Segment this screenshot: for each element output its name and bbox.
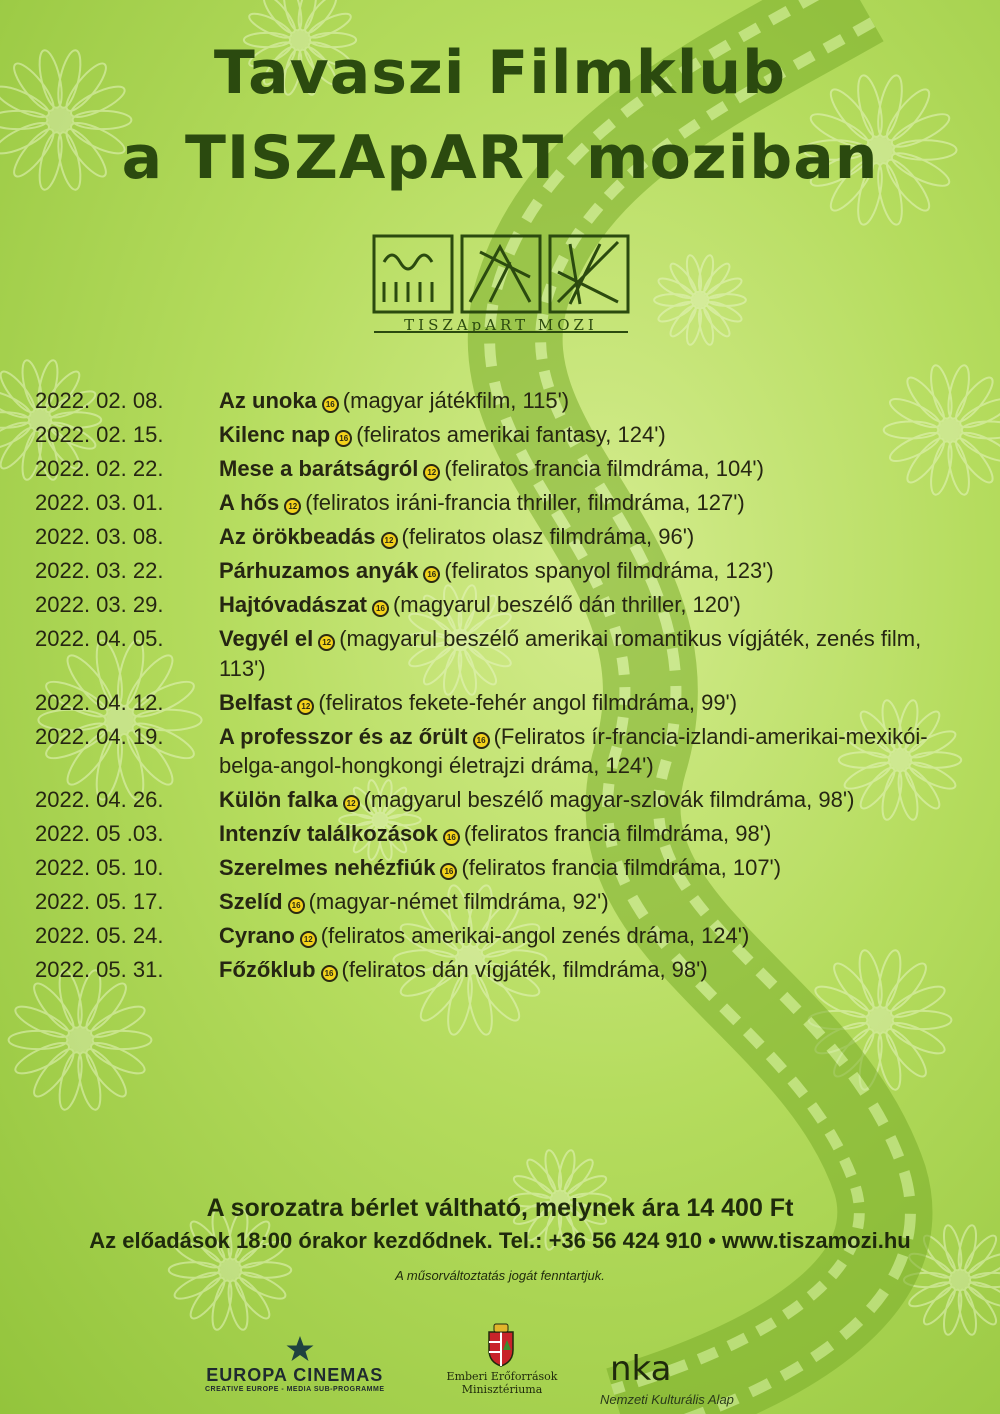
film-entry	[219, 522, 959, 552]
age-rating-badge: 16	[372, 600, 389, 617]
age-rating-badge: 16	[288, 897, 305, 914]
film-description: (magyarul beszélő amerikai romantikus vígjáték, zenés film, 113')	[219, 626, 922, 681]
program-row	[35, 624, 965, 683]
film-entry	[219, 590, 959, 620]
film-description: (feliratos francia filmdráma, 104')	[444, 456, 764, 481]
screening-date: 2022. 05. 10.	[35, 855, 164, 880]
poster-title-line1: Tavaszi Filmklub	[213, 38, 787, 108]
age-rating-badge: 12	[343, 795, 360, 812]
film-title: Szelíd	[219, 889, 283, 914]
film-entry	[219, 624, 959, 683]
age-rating-badge: 16	[473, 732, 490, 749]
age-rating-badge: 16	[322, 396, 339, 413]
screening-date: 2022. 02. 15.	[35, 422, 164, 447]
nka-logo-icon	[610, 1348, 680, 1388]
program-row	[35, 386, 965, 416]
season-ticket-note: A sorozatra bérlet váltható, melynek ára 14 400 Ft	[206, 1194, 794, 1222]
screening-date: 2022. 02. 22.	[35, 456, 164, 481]
film-entry	[219, 420, 959, 450]
film-entry	[219, 921, 959, 951]
film-title: Párhuzamos anyák	[219, 558, 419, 583]
poster-title-line2: a TISZApART moziban	[121, 123, 879, 193]
film-description: (feliratos fekete-fehér angol filmdráma, 99')	[318, 689, 738, 715]
film-description: (magyarul beszélő dán thriller, 120')	[392, 592, 741, 617]
film-title: Szerelmes nehézfiúk	[219, 855, 436, 880]
program-row	[35, 590, 965, 620]
film-title: A hős	[219, 490, 280, 515]
film-title: Kilenc nap	[219, 422, 331, 447]
nka-logo-text: nka	[610, 1349, 672, 1388]
program-row	[35, 722, 965, 781]
film-description: (feliratos spanyol filmdráma, 123')	[444, 558, 774, 583]
film-title: Az örökbeadás	[219, 524, 376, 549]
film-description: (feliratos olasz filmdráma, 96')	[401, 524, 695, 549]
film-description: (feliratos amerikai-angol zenés dráma, 124')	[320, 923, 750, 948]
screening-date: 2022. 05 .03.	[35, 821, 164, 846]
program-row	[35, 955, 965, 985]
film-entry	[219, 722, 959, 781]
program-list	[35, 386, 965, 989]
program-row	[35, 454, 965, 484]
program-row	[35, 688, 965, 718]
contact-info: Az előadások 18:00 órakor kezdődnek. Tel.: +36 56 424 910 • www.tiszamozi.hu	[89, 1228, 911, 1253]
screening-date: 2022. 03. 01.	[35, 490, 164, 515]
film-title: Cyrano	[219, 923, 295, 948]
age-rating-badge: 16	[321, 965, 338, 982]
film-entry	[219, 887, 959, 917]
screening-date: 2022. 04. 12.	[35, 689, 164, 715]
film-entry	[219, 819, 959, 849]
age-rating-badge: 12	[300, 931, 317, 948]
program-row	[35, 921, 965, 951]
film-entry	[219, 955, 959, 985]
age-rating-badge: 12	[297, 698, 314, 715]
program-row	[35, 819, 965, 849]
age-rating-badge: 16	[443, 829, 460, 846]
film-description: (feliratos francia filmdráma, 98')	[463, 821, 772, 846]
europa-cinemas-sub: CREATIVE EUROPE - MEDIA SUB-PROGRAMME	[205, 1386, 385, 1393]
screening-date: 2022. 05. 24.	[35, 923, 164, 948]
film-title: A professzor és az őrült	[219, 723, 468, 749]
film-description: (Feliratos ír-francia-izlandi-amerikai-mexikói-belga-angol-hongkongi életrajzi dráma, 124')	[219, 723, 928, 778]
logo-caption: TISZApART MOZI	[404, 316, 598, 334]
film-description: (feliratos iráni-francia thriller, filmdráma, 127')	[305, 490, 745, 515]
coat-of-arms-icon	[486, 1322, 516, 1368]
film-entry	[219, 488, 959, 518]
screening-date: 2022. 04. 05.	[35, 626, 164, 651]
film-title: Belfast	[219, 689, 293, 715]
ministry-name-line1: Emberi Erőforrások	[446, 1370, 558, 1383]
age-rating-badge: 16	[423, 566, 440, 583]
age-rating-badge: 16	[335, 430, 352, 447]
screening-date: 2022. 03. 29.	[35, 592, 164, 617]
age-rating-badge: 12	[318, 634, 335, 651]
disclaimer: A műsorváltoztatás jogát fenntartjuk.	[395, 1268, 605, 1283]
program-row	[35, 887, 965, 917]
age-rating-badge: 12	[381, 532, 398, 549]
film-title: Vegyél el	[219, 626, 314, 651]
ministry-name-line2: Minisztériuma	[461, 1383, 543, 1396]
film-entry	[219, 556, 959, 586]
film-description: (magyar-német filmdráma, 92')	[308, 889, 609, 914]
film-entry	[219, 853, 959, 883]
europa-cinemas-name: EUROPA CINEMAS	[206, 1365, 384, 1385]
program-row	[35, 853, 965, 883]
age-rating-badge: 12	[423, 464, 440, 481]
film-description: (feliratos amerikai fantasy, 124')	[356, 422, 666, 447]
screening-date: 2022. 04. 26.	[35, 787, 164, 812]
screening-date: 2022. 03. 22.	[35, 558, 164, 583]
film-description: (feliratos francia filmdráma, 107')	[461, 855, 782, 880]
program-row	[35, 522, 965, 552]
film-description: (magyarul beszélő magyar-szlovák filmdráma, 98')	[363, 787, 855, 812]
film-title: Mese a barátságról	[219, 456, 419, 481]
program-row	[35, 556, 965, 586]
program-row	[35, 420, 965, 450]
film-title: Intenzív találkozások	[219, 821, 438, 846]
film-title: Az unoka	[219, 388, 317, 413]
film-description: (magyar játékfilm, 115')	[342, 388, 570, 413]
screening-date: 2022. 05. 17.	[35, 889, 164, 914]
film-title: Külön falka	[219, 787, 338, 812]
star-icon	[285, 1335, 315, 1363]
film-entry	[219, 454, 959, 484]
film-description: (feliratos dán vígjáték, filmdráma, 98')	[341, 957, 708, 982]
film-title: Főzőklub	[219, 957, 316, 982]
screening-date: 2022. 03. 08.	[35, 524, 164, 549]
film-entry	[219, 386, 959, 416]
ministry-logo	[432, 1370, 572, 1396]
program-row	[35, 488, 965, 518]
screening-date: 2022. 04. 19.	[35, 723, 164, 749]
film-entry	[219, 688, 959, 718]
film-entry	[219, 785, 959, 815]
europa-cinemas-logo	[205, 1335, 385, 1393]
age-rating-badge: 12	[284, 498, 301, 515]
age-rating-badge: 16	[440, 863, 457, 880]
screening-date: 2022. 05. 31.	[35, 957, 164, 982]
program-row	[35, 785, 965, 815]
nka-name: Nemzeti Kulturális Alap	[600, 1392, 734, 1407]
film-title: Hajtóvadászat	[219, 592, 367, 617]
screening-date: 2022. 02. 08.	[35, 388, 164, 413]
